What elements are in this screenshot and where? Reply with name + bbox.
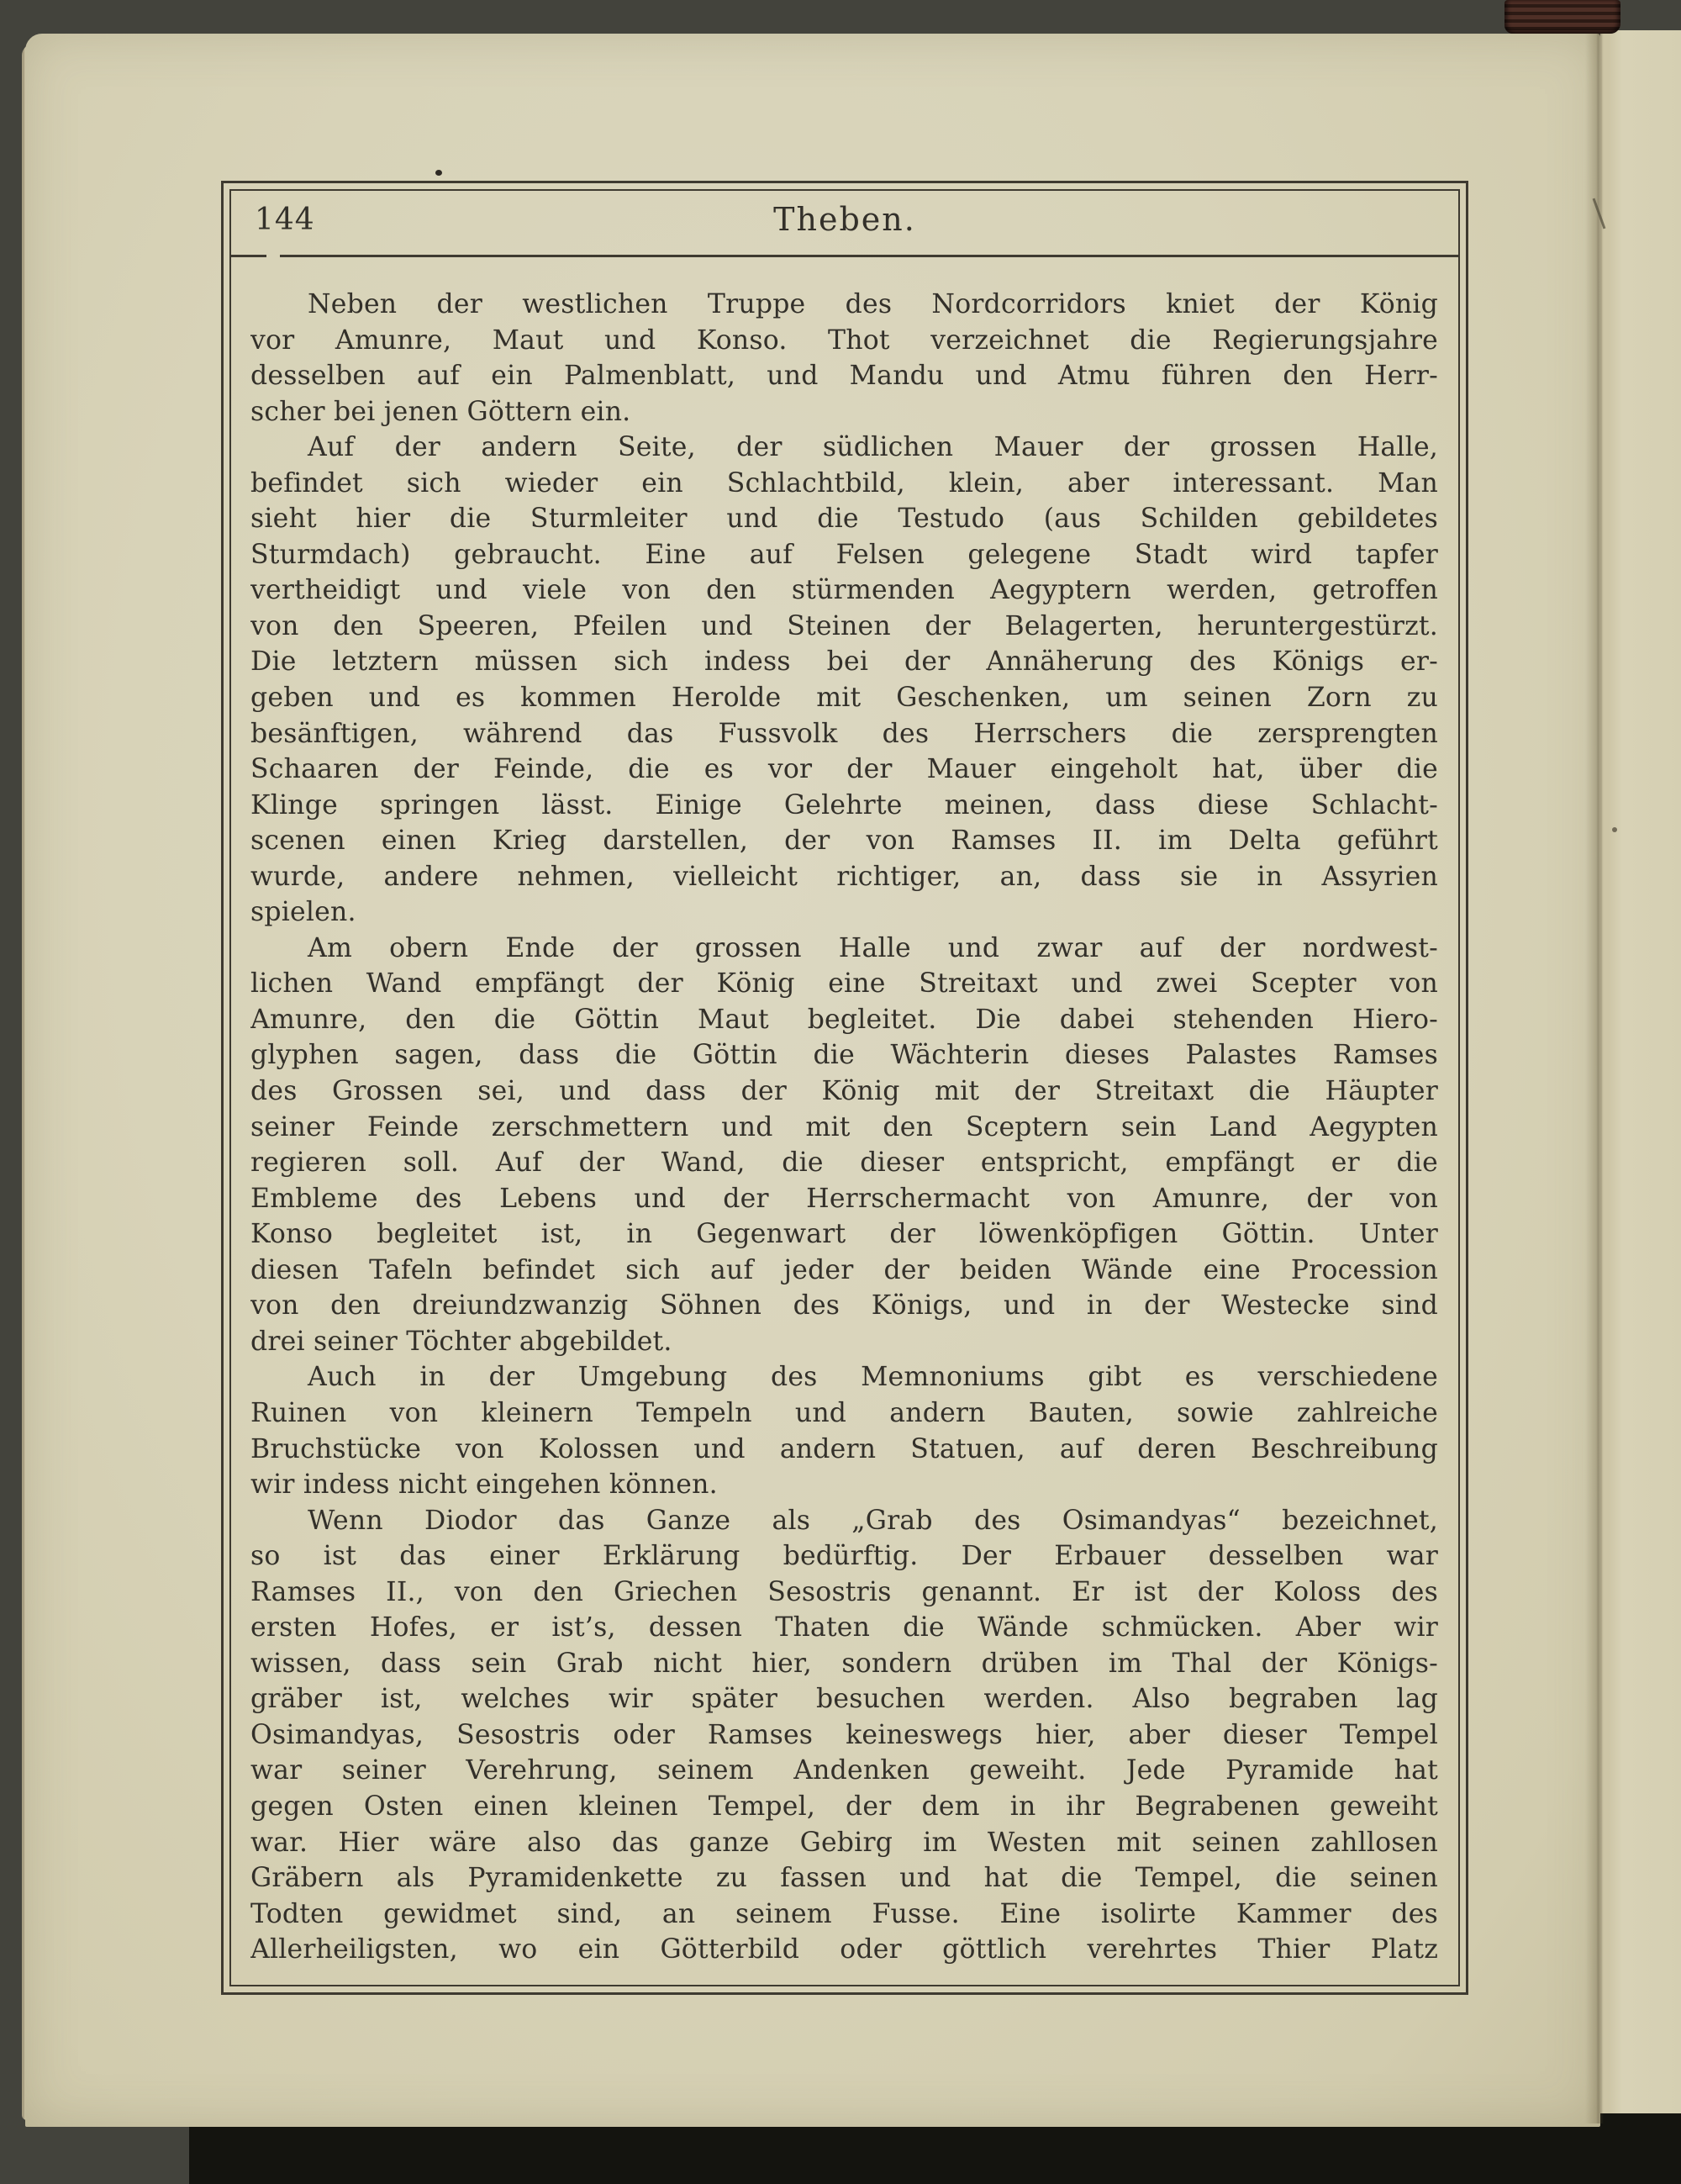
text-line: von den Speeren, Pfeilen und Steinen der Belagerten, heruntergestürzt. [250, 610, 1438, 641]
printed-border-frame-inner [229, 189, 1460, 1986]
text-line: sieht hier die Sturmleiter und die Testudo (aus Schilden gebildetes [250, 504, 1438, 535]
text-line: befindet sich wieder ein Schlachtbild, klein, aber interessant. Man [250, 467, 1438, 499]
page-number: 144 [255, 203, 315, 237]
text-line: Wenn Diodor das Ganze als „Grab des Osimandyas“ bezeichnet, [308, 1505, 1438, 1536]
text-line: von den dreiundzwanzig Söhnen des Königs, und in der Westecke sind [250, 1290, 1438, 1321]
bookmark-ribbon [1504, 0, 1620, 34]
text-line: so ist das einer Erklärung bedürftig. Der Erbauer desselben war [250, 1541, 1438, 1572]
text-line: wurde, andere nehmen, vielleicht richtiger, an, dass sie in Assyrien [250, 861, 1438, 892]
text-line: seiner Feinde zerschmettern und mit den Sceptern sein Land Aegypten [250, 1111, 1438, 1142]
text-line: Auch in der Umgebung des Memnoniums gibt es verschiedene [308, 1362, 1438, 1393]
text-line: Konso begleitet ist, in Gegenwart der löwenköpfigen Göttin. Unter [250, 1219, 1438, 1250]
text-line: Klinge springen lässt. Einige Gelehrte meinen, dass diese Schlacht- [250, 789, 1438, 820]
paper-speck [1612, 827, 1617, 832]
text-line: Ramses II., von den Griechen Sesostris genannt. Er ist der Koloss des [250, 1576, 1438, 1607]
text-line: geben und es kommen Herolde mit Geschenken, um seinen Zorn zu [250, 683, 1438, 714]
text-line: Allerheiligsten, wo ein Götterbild oder göttlich verehrtes Thier Platz [250, 1934, 1438, 1965]
text-line: gegen Osten einen kleinen Tempel, der dem in ihr Begrabenen geweiht [250, 1791, 1438, 1822]
text-line: scenen einen Krieg darstellen, der von Ramses II. im Delta geführt [250, 826, 1438, 857]
text-line: Todten gewidmet sind, an seinem Fusse. Eine isolirte Kammer des [250, 1898, 1438, 1929]
paragraph [250, 430, 1438, 931]
page-title: Theben. [773, 201, 916, 238]
header-rule [231, 255, 1458, 257]
text-line: Gräbern als Pyramidenkette zu fassen und hat die Tempel, die seinen [250, 1863, 1438, 1894]
text-line: Ruinen von kleinern Tempeln und andern Bauten, sowie zahlreiche [250, 1397, 1438, 1428]
text-line: vor Amunre, Maut und Konso. Thot verzeichnet die Regierungsjahre [250, 324, 1438, 356]
ink-dot [435, 170, 442, 176]
text-line: Am obern Ende der grossen Halle und zwar auf der nordwest- [308, 932, 1438, 963]
text-line: desselben auf ein Palmenblatt, und Mandu und Atmu führen den Herr- [250, 361, 1438, 392]
text-line: Bruchstücke von Kolossen und andern Statuen, auf deren Beschreibung [250, 1433, 1438, 1464]
text-line: Auf der andern Seite, der südlichen Mauer der grossen Halle, [308, 432, 1438, 463]
text-line: regieren soll. Auf der Wand, die dieser entspricht, empfängt er die [250, 1147, 1438, 1179]
text-line: Sturmdach) gebraucht. Eine auf Felsen gelegene Stadt wird tapfer [250, 539, 1438, 570]
text-line: gräber ist, welches wir später besuchen werden. Also begraben lag [250, 1684, 1438, 1715]
text-line: Embleme des Lebens und der Herrschermacht von Amunre, der von [250, 1183, 1438, 1214]
text-line: spielen. [250, 897, 356, 928]
adjacent-page-edge [1600, 30, 1681, 2113]
text-line: wissen, dass sein Grab nicht hier, sondern drüben im Thal der Königs- [250, 1648, 1438, 1679]
text-line: lichen Wand empfängt der König eine Streitaxt und zwei Scepter von [250, 968, 1438, 1000]
text-line: des Grossen sei, und dass der König mit der Streitaxt die Häupter [250, 1076, 1438, 1107]
text-line: Osimandyas, Sesostris oder Ramses keineswegs hier, aber dieser Tempel [250, 1719, 1438, 1750]
paragraph [250, 931, 1438, 1360]
paragraph [250, 1359, 1438, 1502]
text-line: besänftigen, während das Fussvolk des Herrschers die zersprengten [250, 718, 1438, 749]
text-line: Amunre, den die Göttin Maut begleitet. Die dabei stehenden Hiero- [250, 1004, 1438, 1035]
text-line: drei seiner Töchter abgebildet. [250, 1326, 672, 1357]
gutter-crease [1585, 34, 1604, 2123]
printed-border-frame [221, 181, 1468, 1995]
text-line: glyphen sagen, dass die Göttin die Wächterin dieses Palastes Ramses [250, 1040, 1438, 1071]
text-line: Die letztern müssen sich indess bei der Annäherung des Königs er- [250, 646, 1438, 678]
text-line: scher bei jenen Göttern ein. [250, 396, 631, 427]
text-line: Schaaren der Feinde, die es vor der Mauer eingeholt hat, über die [250, 754, 1438, 785]
text-line: war seiner Verehrung, seinem Andenken geweiht. Jede Pyramide hat [250, 1755, 1438, 1786]
text-line: war. Hier wäre also das ganze Gebirg im Westen mit seinen zahllosen [250, 1827, 1438, 1858]
text-line: wir indess nicht eingehen können. [250, 1469, 718, 1501]
text-line: ersten Hofes, er ist’s, dessen Thaten die Wände schmücken. Aber wir [250, 1612, 1438, 1643]
text-block [231, 257, 1458, 1968]
paragraph [250, 287, 1438, 430]
text-line: Neben der westlichen Truppe des Nordcorridors kniet der König [308, 289, 1438, 319]
text-line: vertheidigt und viele von den stürmenden Aegyptern werden, getroffen [250, 575, 1438, 606]
text-line: diesen Tafeln befindet sich auf jeder der beiden Wände eine Procession [250, 1254, 1438, 1285]
paragraph [250, 1503, 1438, 1968]
running-head [231, 191, 1458, 255]
